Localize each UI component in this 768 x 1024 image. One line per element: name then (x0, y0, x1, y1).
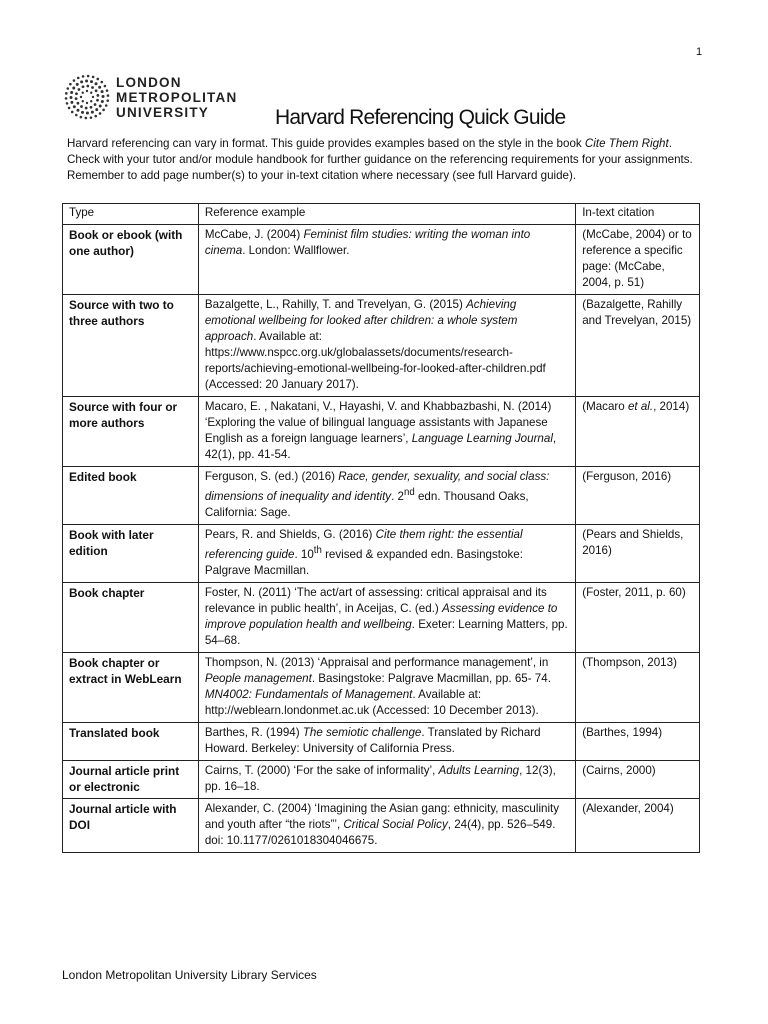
table-row (63, 760, 700, 798)
reference-part: . 10 (294, 547, 314, 561)
reference-part: Race, gender, sexuality, and social class: dimensions of inequality and identity (204, 470, 550, 503)
citation-part: (Macaro (582, 400, 628, 413)
table-row (63, 524, 700, 582)
logo-dot (71, 111, 74, 114)
logo-dot (70, 91, 73, 94)
header-in-text-citation: In-text citation (576, 204, 700, 225)
table-row (63, 295, 700, 397)
logo-dot (67, 87, 70, 90)
logo-dot (104, 85, 107, 88)
table-row (63, 722, 700, 760)
reference-part: . Available at: https://www.nspcc.org.uk/globalassets/documents/research-reports/achieving-emotional-wellbeing-for-looked-after-children.pdf (Accessed: 20 January 2017). (204, 330, 546, 391)
header-reference-example: Reference example (198, 204, 575, 225)
logo-dot (85, 107, 88, 110)
logo-dot (95, 82, 98, 85)
intro-text-2: . Check with your tutor and/or module handbook for further guidance on the referencing requirements for your assignments. Remember to add page number(s) to your in-text citation where necessary (see full Harvard guide). (67, 137, 693, 182)
table-body (63, 225, 700, 853)
citation-part: , 2014) (653, 400, 690, 413)
reference-part: Bazalgette, L., Rahilly, T. and Trevelyan, G. (2015) (204, 298, 467, 311)
reference-part: Barthes, R. (1994) (204, 725, 303, 739)
reference-part: , 24(4), pp. 526–549. doi: 10.1177/0261018304046675. (204, 817, 556, 847)
row-reference-example (198, 524, 575, 582)
reference-part: th (313, 544, 322, 556)
row-in-text-citation: (Bazalgette, Rahilly and Trevelyan, 2015) (576, 295, 700, 397)
logo-dot (105, 104, 108, 107)
logo-dot (65, 92, 68, 95)
logo-dot (65, 97, 68, 100)
row-in-text-citation: (Foster, 2011, p. 60) (576, 582, 700, 652)
logo-dot (90, 116, 93, 119)
logo-dot (91, 86, 94, 89)
row-in-text-citation (576, 397, 700, 467)
logo-dot (75, 97, 78, 100)
reference-part: Foster, N. (2011) ‘The act/art of assessing: critical appraisal and its relevance in public health’, in Aceijas, C. (ed.) (204, 585, 547, 615)
logo-dot (101, 90, 104, 93)
logo-dot (81, 111, 84, 114)
reference-part: Language Learning Journal (411, 432, 553, 445)
citation-part: et al. (627, 400, 654, 413)
page-number: 1 (696, 46, 703, 58)
intro-book-title: Cite Them Right (584, 137, 669, 150)
row-type: Book with later edition (63, 524, 199, 582)
logo-dot (106, 89, 109, 92)
reference-part: Macaro, E. , Nakatani, V., Hayashi, V. and Khabbazbashi, N. (2014) ‘Exploring the value of bilingual language assistants with Japanese English as a foreign language learners’, (204, 400, 552, 445)
logo-dot (82, 100, 84, 102)
reference-part: Critical Social Policy (343, 817, 448, 831)
logo-line-1: LONDON (116, 74, 182, 90)
logo-dot (95, 89, 98, 92)
logo-line-3: UNIVERSITY (116, 104, 210, 120)
logo-dot (99, 105, 102, 108)
row-reference-example (198, 582, 575, 652)
logo-dot (101, 100, 104, 103)
logo-dot (85, 80, 88, 83)
logo-dot (100, 81, 103, 84)
logo-dot (70, 96, 73, 99)
logo-dot (80, 96, 82, 98)
reference-part: Achieving emotional wellbeing for looked after children: a whole system approach (204, 298, 518, 343)
intro-paragraph (67, 136, 697, 184)
logo-dot (68, 107, 71, 110)
logo-dot (90, 80, 93, 83)
logo-dot (95, 108, 98, 111)
logo-dot (96, 99, 99, 102)
row-type: Edited book (63, 467, 199, 525)
footer-text: London Metropolitan University Library Services (62, 968, 317, 982)
row-in-text-citation: (Pears and Shields, 2016) (576, 524, 700, 582)
logo-dot (90, 106, 93, 109)
reference-part: , 12(3), pp. 16–18. (204, 763, 556, 793)
document-title: Harvard Referencing Quick Guide (275, 106, 566, 129)
logo-dot (75, 92, 78, 95)
reference-part: . London: Wallflower. (242, 244, 350, 257)
university-logo (62, 72, 237, 122)
logo-dot (90, 100, 92, 102)
row-type: Book chapter (63, 582, 199, 652)
row-type: Translated book (63, 722, 199, 760)
row-reference-example (198, 722, 575, 760)
row-reference-example (198, 225, 575, 295)
logo-dot (107, 94, 110, 97)
logo-dot (72, 86, 75, 89)
logo-dot (99, 112, 102, 115)
reference-part: edn. Thousand Oaks, California: Sage. (204, 489, 529, 519)
logo-dot (73, 79, 76, 82)
logo-dot (90, 92, 92, 94)
table-row (63, 582, 700, 652)
row-reference-example (198, 652, 575, 722)
logo-dot (76, 109, 79, 112)
logo-dot (92, 96, 94, 98)
row-reference-example (198, 295, 575, 397)
logo-dot (86, 85, 89, 88)
row-type: Book or ebook (with one author) (63, 225, 199, 295)
reference-part: . Available at: http://weblearn.londonmet.ac.uk (Accessed: 10 December 2013). (204, 687, 539, 717)
row-reference-example (198, 760, 575, 798)
logo-dot (75, 114, 78, 117)
row-in-text-citation: (McCabe, 2004) or to reference a specific page: (McCabe, 2004, p. 51) (576, 225, 700, 295)
row-type: Journal article with DOI (63, 798, 199, 852)
reference-part: Cairns, T. (2000) ‘For the sake of informality’, (204, 763, 439, 777)
logo-dot (82, 85, 85, 88)
row-in-text-citation: (Ferguson, 2016) (576, 467, 700, 525)
reference-part: Pears, R. and Shields, G. (2016) (204, 527, 376, 541)
reference-part: Assessing evidence to improve population health and wellbeing (204, 601, 558, 631)
logo-dot (77, 102, 80, 105)
logo-line-2: METROPOLITAN (116, 89, 238, 105)
reference-part: Alexander, C. (2004) ‘Imagining the Asian gang: ethnicity, masculinity and youth after “the riots”’, (204, 801, 560, 831)
reference-part: The semiotic challenge (302, 725, 422, 739)
row-reference-example (198, 798, 575, 852)
reference-part: . 2 (391, 489, 404, 503)
logo-dot (66, 102, 69, 105)
logo-dot (73, 105, 76, 108)
logo-dot (76, 83, 79, 86)
table-row (63, 397, 700, 467)
reference-part: . Translated by Richard Howard. Berkeley: University of California Press. (204, 725, 541, 755)
logo-dot (80, 116, 83, 119)
logo-dot (98, 86, 101, 89)
header-type: Type (63, 204, 199, 225)
table-header-row (63, 204, 700, 225)
logo-dot (102, 109, 105, 112)
logo-dot (92, 76, 95, 79)
table-row (63, 467, 700, 525)
logo-dot (80, 105, 83, 108)
row-reference-example (198, 467, 575, 525)
referencing-table (62, 203, 700, 853)
row-type: Source with two to three authors (63, 295, 199, 397)
reference-part: People management (204, 671, 312, 685)
logo-dot (94, 103, 97, 106)
reference-part: Adults Learning (438, 763, 520, 777)
row-in-text-citation: (Cairns, 2000) (576, 760, 700, 798)
logo-dot (69, 83, 72, 86)
row-in-text-citation: (Alexander, 2004) (576, 798, 700, 852)
table-row (63, 225, 700, 295)
reference-part: McCabe, J. (2004) (204, 228, 304, 241)
dotted-sunburst-logo-icon (62, 72, 112, 122)
table-row (63, 798, 700, 852)
row-reference-example (198, 397, 575, 467)
logo-dot (101, 95, 104, 98)
logo-wordmark (116, 75, 237, 120)
reference-part: revised & expanded edn. Basingstoke: Palgrave Macmillan. (204, 547, 523, 577)
logo-dot (82, 92, 84, 94)
row-type: Journal article print or electronic (63, 760, 199, 798)
logo-dot (86, 111, 89, 114)
intro-text-1: Harvard referencing can vary in format. This guide provides examples based on the style in the book (67, 137, 585, 150)
logo-dot (96, 94, 99, 97)
reference-part: MN4002: Fundamentals of Management (204, 687, 413, 701)
logo-dot (82, 75, 85, 78)
logo-dot (78, 88, 81, 91)
logo-dot (96, 78, 99, 81)
row-in-text-citation: (Barthes, 1994) (576, 722, 700, 760)
row-in-text-citation: (Thompson, 2013) (576, 652, 700, 722)
reference-part: . Exeter: Learning Matters, pp. 54–68. (204, 617, 568, 647)
reference-part: nd (404, 487, 415, 498)
row-type: Source with four or more authors (63, 397, 199, 467)
logo-dot (106, 99, 109, 102)
logo-dot (80, 80, 83, 83)
reference-part: Ferguson, S. (ed.) (2016) (204, 470, 339, 483)
logo-dot (91, 111, 94, 114)
logo-dot (86, 102, 88, 104)
reference-part: , 42(1), pp. 41-54. (204, 432, 557, 461)
reference-part: Thompson, N. (2013) ‘Appraisal and performance management’, in (204, 655, 549, 669)
logo-dot (87, 75, 90, 78)
reference-part: Feminist film studies: writing the woman into cinema (204, 228, 531, 257)
reference-part: . Basingstoke: Palgrave Macmillan, pp. 65- 74. (311, 671, 551, 685)
reference-part: Cite them right: the essential referencing guide (204, 527, 523, 561)
logo-dot (86, 90, 88, 92)
logo-dot (70, 101, 73, 104)
logo-dot (85, 117, 88, 120)
logo-dot (77, 77, 80, 80)
table-row (63, 652, 700, 722)
row-type: Book chapter or extract in WebLearn (63, 652, 199, 722)
logo-dot (94, 115, 97, 118)
